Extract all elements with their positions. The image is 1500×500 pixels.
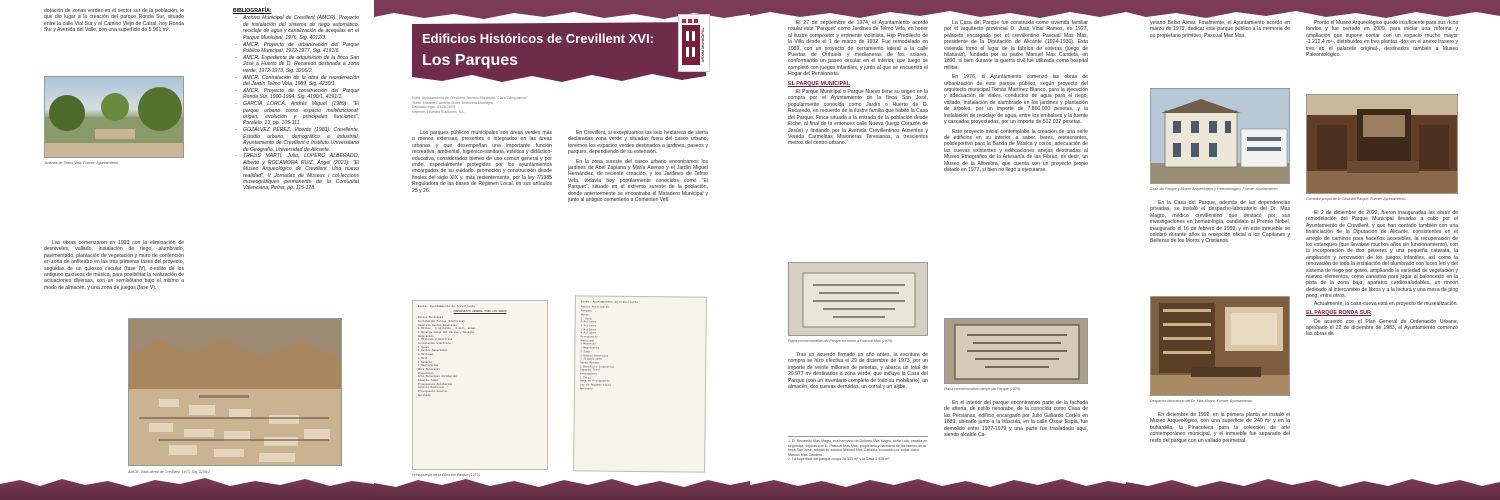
doc-line: Prevención	[418, 371, 434, 375]
doc-line: 1. Obra	[580, 316, 592, 321]
p4-col2	[1306, 20, 1458, 59]
doc-line: 1 Millones	[580, 327, 597, 332]
p2-paragraph: En la zona sureste del casco urbano encontramos los jardines de Abel Zaplana y María Asenso y el Jardín Miguel Hernández, de reciente creación, y los Jardines de Telmo Vela, todavía hoy popularmente conocidos como "El Parquet", situado en el extremo sureste de la población, donde anteriormente se encontraba el Matadero Municipal y junto al antiguo cementerio a Cementeri Vell.	[568, 158, 708, 204]
doc-line: 2 Millones	[418, 353, 434, 357]
doc-line: Aprobado	[418, 393, 431, 397]
p1-photo1-caption: Jardines de Teimo Vela. Fuente: Ayuntamiento	[44, 161, 119, 165]
p4-paragraph: En la Casa del Parque, además de las dependencias privadas, se instaló el despacho-laboratorio del Dr. Mas Magro, médico crevillentino que destacó por sus investigaciones en hematología, candidato al Premio Nobel, inaugurado el 16 de febrero de 1959, y en este inmueble se celebró durante años la recepción oficial a los Capitanes y Bellezas de los Moros y Cristianos.	[1150, 200, 1290, 245]
p3-paragraph: Este proyecto inicial contemplaba la creación de una serie de edificios en su interior, a saber, bares, restaurantes, polideportivo para la Banda de Música y coros, adecuación de las cuevas existentes y edificaciones anejas destinadas al Museo Etnográfico de la Artesanía de las Fibras, es decir, un Museo de la Alfombra, que cuenta con un proyecto propio datado en 1977, si bien no llegó a ejecutarse.	[944, 128, 1088, 173]
doc-line: 1 Sumario	[418, 360, 433, 364]
bib-entry: - AMCR. Expediente de adquisición de la finca San José a Huerto de D. Recaredo destinada a zona verde, 1972-1973, Sig. 3206/2.	[233, 55, 359, 74]
doc-line: Parque Municipal	[418, 316, 443, 320]
p4-col1	[1150, 20, 1290, 40]
p4-photo3-caption: Comedor propio de la Casa del Parque. Fuente: Ayuntamiento.	[1306, 197, 1407, 201]
p1-paragraph: Las obras comenzaron en 1993 con la eliminación de desniveles, vallado, instalación de riego, alumbrado, pavimentado, plantación de vegetación y muro de contención en zona de anfiteatro en las tres primeras fases del proyecto, seguidas de un quiosco circular (fase IV), e-exlito de los antiguos quioscos de música, para posibilitar la realización de actuaciones diversas, con un semisótano bajo el mismo a modo de almacén, y una zona de juegos (fase V).	[44, 240, 184, 291]
page-1	[0, 0, 374, 500]
bibliography-title: BIBLIOGRAFÍA:	[233, 8, 272, 14]
colophon	[412, 96, 612, 114]
p2-paragraph: En Crevillent, si exceptuamos las seis hectáreas de sierra declaradas zona verde y situadas fuera del casco urbano, tenemos los espacios verdes destinados a jardines, paseos y parques, dependiendo de su extensión.	[568, 130, 708, 156]
bib-entry: - TRELIS MARTÍ, Julio, LOPERO ALBERADO, Alberto y ROCAMORA RUIZ, Ángel (2021): "El Museo Arqueológico de Crevillent. Una nueva realidad", V Jornadas de Museus i col·leccions museogràfiques permanents de la Comunitat Valenciana, Petrer, pp. 115-128.	[233, 153, 359, 191]
doc-line: 1 Maquinaria	[580, 346, 600, 350]
doc-line: 1 Gastos Materiales	[418, 349, 448, 353]
p3-photo2-caption: Placa conmemorativa campo del Parque (1979).	[944, 387, 1022, 391]
footnote: 1. D. Recaredo Mas Magro, era hermano de Dolores Mas Magro, doña Lola, casada en segundas nupcias con D. Pascual Mas Mas, propietario y heredera de los bienes de la finca San José, adoptó su sobrino Manuel Mas Candela, conocido por todos como Manuel Mas Candela.	[788, 439, 928, 457]
doc-line: 4 Millones	[580, 331, 597, 335]
doc-line: 1 Beneficio Industrial	[580, 365, 615, 369]
p3-paragraph: El Parque Municipal o Parque Nuevo tiene su origen en la compra por el Ayuntamiento de la finca San José, popularmente conocida como Jardín o Huerto de D. Recaredo, en recuerdo de la ilustre familia que habitó la Casa del Parque. Finca situada a la entrada de la población desde Elche, al final de la entonces calle Nueva (luego Corazón de Jesús) y lindando por la Avenida Crevillentinos Ausentes y Vereda Carmelitas Misioneras Teresianas, a trescientos metros del centro urbano.	[788, 89, 928, 147]
doc-line: 2 Millones	[580, 320, 597, 324]
bibliography	[233, 8, 359, 192]
photo-placa-conmemorativa	[944, 318, 1088, 384]
doc-line: Asiento Municipal	[418, 386, 445, 390]
p3-paragraph: El 27 de septiembre de 1974, el Ayuntamiento acordó rotular este "Parquet" como Jardines de Telmo Vela, en honor al ilustre compositor y eminente violinista, Hijo Predilecto de la Villa desde el 1 de marzo de 1932. Fue remodelado en 1989, con un proyecto de cerramiento lateral a la calle Puertas de Orihuela y medianeras de los solares, conformando un paseo circular en el interior, que luego se completó con juegos infantiles, y junto al que se encuentra el Hogar del Pensionista.	[788, 20, 928, 78]
p4-col2-cont	[1306, 210, 1458, 339]
title-line-2: Los Parques	[422, 52, 519, 69]
doc-line: Ley de Régimen Local	[579, 383, 612, 387]
document-gastos	[573, 295, 707, 472]
bib-entry: - AMCR. Proyecto de construcción del Parque Ronda Sur, 1990-1994, Sig. 4190/1, 4191/1.	[233, 88, 359, 101]
doc-line: 1 Millas - 1 millones - 1 mill. dunas	[418, 327, 476, 331]
doc-line: Aprobado	[579, 387, 593, 391]
doc-line: 1 Total	[580, 376, 591, 380]
p4-paragraph: Actualmente, la casa-cueva está en proyecto de musealización.	[1314, 300, 1458, 307]
doc-line: Parques	[580, 309, 592, 313]
photo-placa-pascual-mas	[788, 262, 928, 336]
doc-line: 1 Sumas	[418, 345, 429, 349]
photo-despacho-laboratorio	[1150, 296, 1290, 396]
section-title-parque-municipal: EL PARQUE MUNICIPAL	[788, 80, 850, 87]
torn-band	[1126, 474, 1500, 500]
torn-band	[0, 474, 374, 500]
p2-col2	[568, 130, 708, 204]
p3-col1	[788, 20, 928, 148]
p4-col1-cont	[1150, 200, 1290, 246]
p2-col1	[412, 130, 552, 195]
p4-paragraph: En diciembre de 1992, en la primera planta se instaló el Museo Arqueológico, con una superficie de 240 m² y en la buhardilla, la Pinacoteca para la colección de arte contemporáneo municipal, y el inmueble fue separado del resto del parque con un vallado perimetral.	[1150, 412, 1290, 444]
p2-intro: Los parques públicos municipales son áreas verdes más o menos extensas, presentes e integrados en las áreas urbanas y que desempeñan una importante función recreativa, ambiental, higiénico-sanitaria, estética y didáctico-educativa, considerados bienes de uso común general y por ende, especialmente protegidos por los ayuntamientos encargados de su cuidado, promoción y construcción desde finales del siglo XIX y, más recientemente, por la ley 7/1985 Reguladora de las bases de Régimen Local, en sus artículos 25 y 26.	[412, 130, 552, 194]
p3-photo1-caption: Placa conmemorativa del Parque en honor a Pascual Mas (1979).	[788, 339, 894, 343]
torn-band	[374, 474, 750, 500]
doc-line: Instalación Parque (Eléctrica)	[418, 319, 465, 323]
doc-line: 1 Imprevistos	[418, 364, 439, 368]
p1-col1-body	[44, 240, 184, 292]
doc-line: 1 Mill.	[418, 356, 429, 360]
p4-paragraph: yetano Belso Asnar. Finalmente, el Ayuntamiento acordó en marzo de 1979, dedicar este parque público a la memoria de su propietario primitivo, Pascual Mas Mas.	[1150, 20, 1290, 39]
p3-paragraph: Tras un acuerdo firmado un año antes, la escritura de compra se hizo efectiva el 29 de diciembre de 1973, por un importe de veinte millones de pesetas, y abarca un total de 29.977 m² destinados a zona verde, que incluye la Casa del Parque (con un inventario completo de todo su mobiliario), un almacén, dos cuevas derruidas, un corral y un aljibe.	[788, 352, 928, 391]
doc-line: Presupuesto Aprobación	[418, 382, 453, 386]
p3-col1-cont	[788, 352, 928, 391]
doc-line: 2 Suma	[580, 350, 590, 354]
p4-paragraph: Pronto el Museo Arqueológico quedó insuficiente para sus ricos fondos y fue cerrado en 2009, para iniciar una reforma y ampliación que supone contar con un espacio mucho mayor -1.212,4 m²-, distribuidos en tres plantas -dos en el anexo trasero y tres en el palacete original-, destinados también a Museo Paleontológico.	[1306, 20, 1458, 59]
doc-line: Importe Total	[418, 379, 439, 383]
doc-line: Obras	[580, 313, 589, 317]
doc-line: Suma de Presupuesto	[580, 379, 610, 384]
doc-line: Importe Total	[580, 368, 601, 372]
colophon-line: Texto: Elisabet Candela Oliver. Archivera Municipal	[412, 100, 494, 105]
title-banner	[412, 22, 708, 84]
colophon-line: Edita: Ayuntamiento de Crevillent. Archivo Municipal "Clara Campoamor"	[412, 96, 528, 100]
bib-entry: - Archivo Municipal de Crevillent (AMCR). Proyecto de instalación del sistema de riego automático, reciclaje de agua y canalización de acequias en el Parque Municipal, 1976, Sig. 4012/3.	[233, 15, 359, 41]
doc-header: Excmo. Ayuntamiento de Crevillente	[418, 305, 476, 308]
doc-line: Municipal	[580, 339, 595, 343]
p4-col1-end	[1150, 412, 1290, 445]
doc-line: 1 Gastos Generales	[580, 353, 609, 358]
photo-casa-del-parque	[1150, 88, 1290, 184]
doc-line: 1 Asignaciones	[580, 357, 603, 361]
bib-entry: - AMCR. Contratación de la obra de reordenación del Jardín Telmo Vela, 1989, Sig. 4230/1.	[233, 75, 359, 88]
p4-photo1-caption: Casa del Parque y Museo Arqueológico y Paleontológico. Fuente: Ayuntamiento.	[1150, 187, 1279, 191]
doc-line: Instalación Eléctrica	[418, 342, 451, 346]
footnote: 2. La superficie del parque ocupa 28.551 m² y la Casa 1.426 m².	[788, 457, 891, 462]
p3-paragraph: La Casa del Parque fue construida como vivienda familiar por el arquitecto provincial D. Juan Vidal Ramos, en 1927, palacete encargado por el crevillentino Pascual Mas Mas, presidente de la Diputación de Alicante (1924-1930). Esta vivienda tomó el lugar de la fábrica de esteras (luego de hilaturas), fundada por su padre Manuel Mas Candela, en 1890, si bien durante la guerra civil fue utilizada como hospital militar.	[944, 20, 1088, 71]
doc-line: 1 Recarga Fuego del Parque y Desagüe	[418, 330, 475, 334]
p3-col2-cont	[944, 400, 1088, 439]
p4-photo2-caption: Despacho-laboratorio del Dr. Mas Magro. Fuente: Ayuntamiento.	[1150, 399, 1253, 403]
footnotes	[788, 436, 928, 462]
photo-comedor	[1306, 94, 1458, 194]
title-line-1: Edificios Históricos de Crevillent XVI:	[422, 31, 654, 46]
colophon-line: Imprime: Leonard Ediciones, S.L.	[412, 109, 466, 114]
bib-entry: - GOZÁLVEZ PÉREZ, Vicente (1983): Crevillente. Estudio urbano, demográfico e industrial, Ayuntamiento de Crevillent e Instituto Universitario de Geografía, Universidad de Alicante.	[233, 127, 359, 153]
page-4	[1126, 0, 1500, 500]
p3-col2	[944, 20, 1088, 174]
doc-line: Gastos Municipales	[580, 305, 609, 310]
p3-paragraph: En 1976, el Ayuntamiento comenzó las obras de urbanización de este parque público, según proyecto del arquitecto municipal Tomás Martínez Blanco, para la ejecución y adecuación de viales, conductos de agua para el riego, vallado, instalación de alumbrado en los jardines y plantación de árboles, por un importe de 7.800.000 pesetas, y la instalación de reciclaje de agua, entre los embalses y la fuente y cascadas proyectadas, por un importe de 512.032 pesetas.	[944, 74, 1088, 126]
page-title	[422, 28, 654, 72]
page-3	[750, 0, 1126, 500]
doc-line: Depuración	[418, 334, 434, 338]
doc-line: Presupuesto General	[418, 390, 448, 394]
p2-doc-caption: Presupuesto de la Obra del Parque (1973)	[412, 473, 480, 477]
page-2	[374, 0, 750, 500]
bib-entry: - GARCÍA LORCA, Andrés Miguel (1989): "El parque urbano como espacio multifuncional: origen, evolución y principales funciones", Paralelo, 13, pp. 105-111.	[233, 101, 359, 127]
doc-line: 3 Millones	[580, 324, 597, 328]
section-title-parque-ronda-sur: EL PARQUE RONDA SUR	[1306, 310, 1371, 317]
doc-line: Obra Municipal	[418, 367, 440, 371]
p4-paragraph: De acuerdo con el Plan General de Ordenación Urbana, aprobado el 22 de diciembre de 1983, el Ayuntamiento comenzó las obras de	[1306, 318, 1458, 338]
p1-photo2-caption: AMCR. Vista aérea de Crevillent, 1973, Sig. 3206/2.	[128, 470, 211, 474]
doc-line: 1 Material	[580, 342, 597, 346]
doc-line: Presupuesto	[580, 372, 598, 376]
doc-line: Obras Parque	[580, 361, 599, 365]
doc-title: PRESUPUESTO GENERAL PARA LAS OBRAS	[453, 310, 507, 314]
p4-paragraph: El 2 de diciembre de 2022, fueron inauguradas las obras de remodelación del Parque Municipal llevadas a cabo por el Ayuntamiento de Crevillent, y que han contado también con una financiación de la Diputación de Alicante, consistentes en el arreglo de caminos para hacerlos accesibles, la recuperación de los estanques (que llevaban muchos años sin funcionamiento), con la incorporación de dos géiseres y una pequeña catarata, la ampliación y renovación de los juegos infantiles, así como la renovación de toda la instalación del alumbrado con luces led y del sistema de riego por goteo, ampliando la variedad de vegetación y nuevos elementos, como canastas para jugar al baloncesto en la pista de la zona baja, aparatos cardiosaludables, un rincón dedicado al intercambio de libros y a la lectura y una mesa de ping pong, entre otros.	[1306, 210, 1458, 300]
doc-line: Capítulo Gastos Generales	[418, 323, 457, 327]
doc-line: 1 Millones 2 Eléctrica	[418, 338, 453, 342]
arxiu-municipal-logo	[678, 14, 710, 72]
colophon-line: Depósito legal: A 126-2003	[412, 105, 455, 110]
logo-text: ARXIU MUNICIPAL	[700, 27, 705, 63]
doc-line: Presupuesto	[580, 335, 598, 339]
torn-band	[750, 474, 1126, 500]
doc-line: Arte-Municipal Aprobación	[418, 375, 457, 379]
document-presupuesto	[412, 300, 548, 470]
doc-header: Excmo. Ayuntamiento de Crevillente	[580, 300, 638, 304]
p3-paragraph: En el interior del parque encontramos parte de la fachada de afterta, de estilo neoárabe, de la conocida como Casa de las Persianas, edificio encargado por Julio Galiardo Cortés en 1889, ubicado junto a la báscula, en la calle Óscar Esplá, fue demolido entre 1977-1979 y una parte fue trasladada aquí, siendo alcalde Ca-	[944, 400, 1088, 439]
bib-entry: - AMCR. Proyecto de urbanización del Parque Público Municipal, 1972-1977, Sig. 4191/6.	[233, 42, 359, 55]
photo-aerial-crevillent	[128, 318, 342, 466]
photo-jardines-telmo-vela	[44, 76, 184, 158]
p1-col1	[44, 8, 184, 35]
p1-text-top: dotación de zonas verdes en el sector sur de la población, lo que dio lugar a la creación del parque Ronda Sur, situado entre la calle Vial Sur y el Camino Viejo de Catral, hoy Ronda Sur y Avenida del Valle, con una superficie de 5.961 m².	[44, 8, 184, 34]
